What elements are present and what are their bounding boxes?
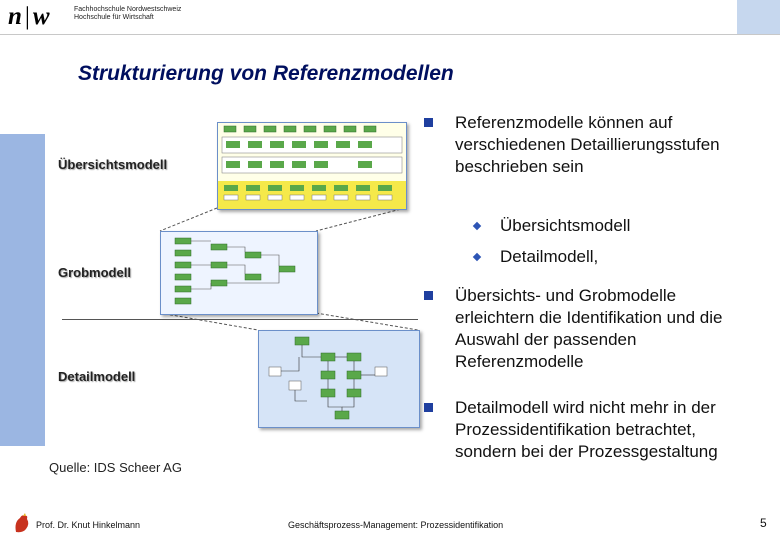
institution-line-1: Fachhochschule Nordwestschweiz: [74, 6, 182, 13]
footer-course: Geschäftsprozess-Management: Prozessidentifikation: [288, 520, 504, 530]
coarse-model-image: [160, 231, 318, 315]
bullet-square-icon: [424, 118, 433, 127]
level-label-detail: Detailmodell: [58, 369, 136, 384]
sub-bullet-2-text: Detailmodell,: [500, 247, 599, 266]
bullet-square-icon: [424, 403, 433, 412]
level-divider: [62, 319, 418, 320]
rooster-logo-icon: [12, 512, 32, 534]
detail-model-image: [258, 330, 420, 428]
bullet-3-text: Detailmodell wird nicht mehr in der Prozessidentifikation betrachtet, sondern bei der Prozessgestaltung: [455, 398, 718, 461]
footer-author: Prof. Dr. Knut Hinkelmann: [36, 520, 141, 530]
sub-bullet-1-text: Übersichtsmodell: [500, 216, 631, 235]
bullet-1-text: Referenzmodelle können auf verschiedenen Detaillierungsstufen beschrieben sein: [455, 113, 720, 176]
level-label-grob: Grobmodell: [58, 265, 131, 280]
institution-line-2: Hochschule für Wirtschaft: [74, 14, 154, 21]
figure-source: Quelle: IDS Scheer AG: [49, 460, 182, 475]
level-label-uebersicht: Übersichtsmodell: [58, 157, 168, 172]
page-number: 5: [760, 516, 767, 530]
overview-model-image: [217, 122, 407, 210]
slide-title: Strukturierung von Referenzmodellen: [78, 62, 454, 85]
fhnw-logo: n | w: [8, 3, 50, 30]
bullet-square-icon: [424, 291, 433, 300]
bullet-2-text: Übersichts- und Grobmodelle erleichtern die Identifikation und die Auswahl der passenden Referenzmodelle: [455, 286, 723, 371]
